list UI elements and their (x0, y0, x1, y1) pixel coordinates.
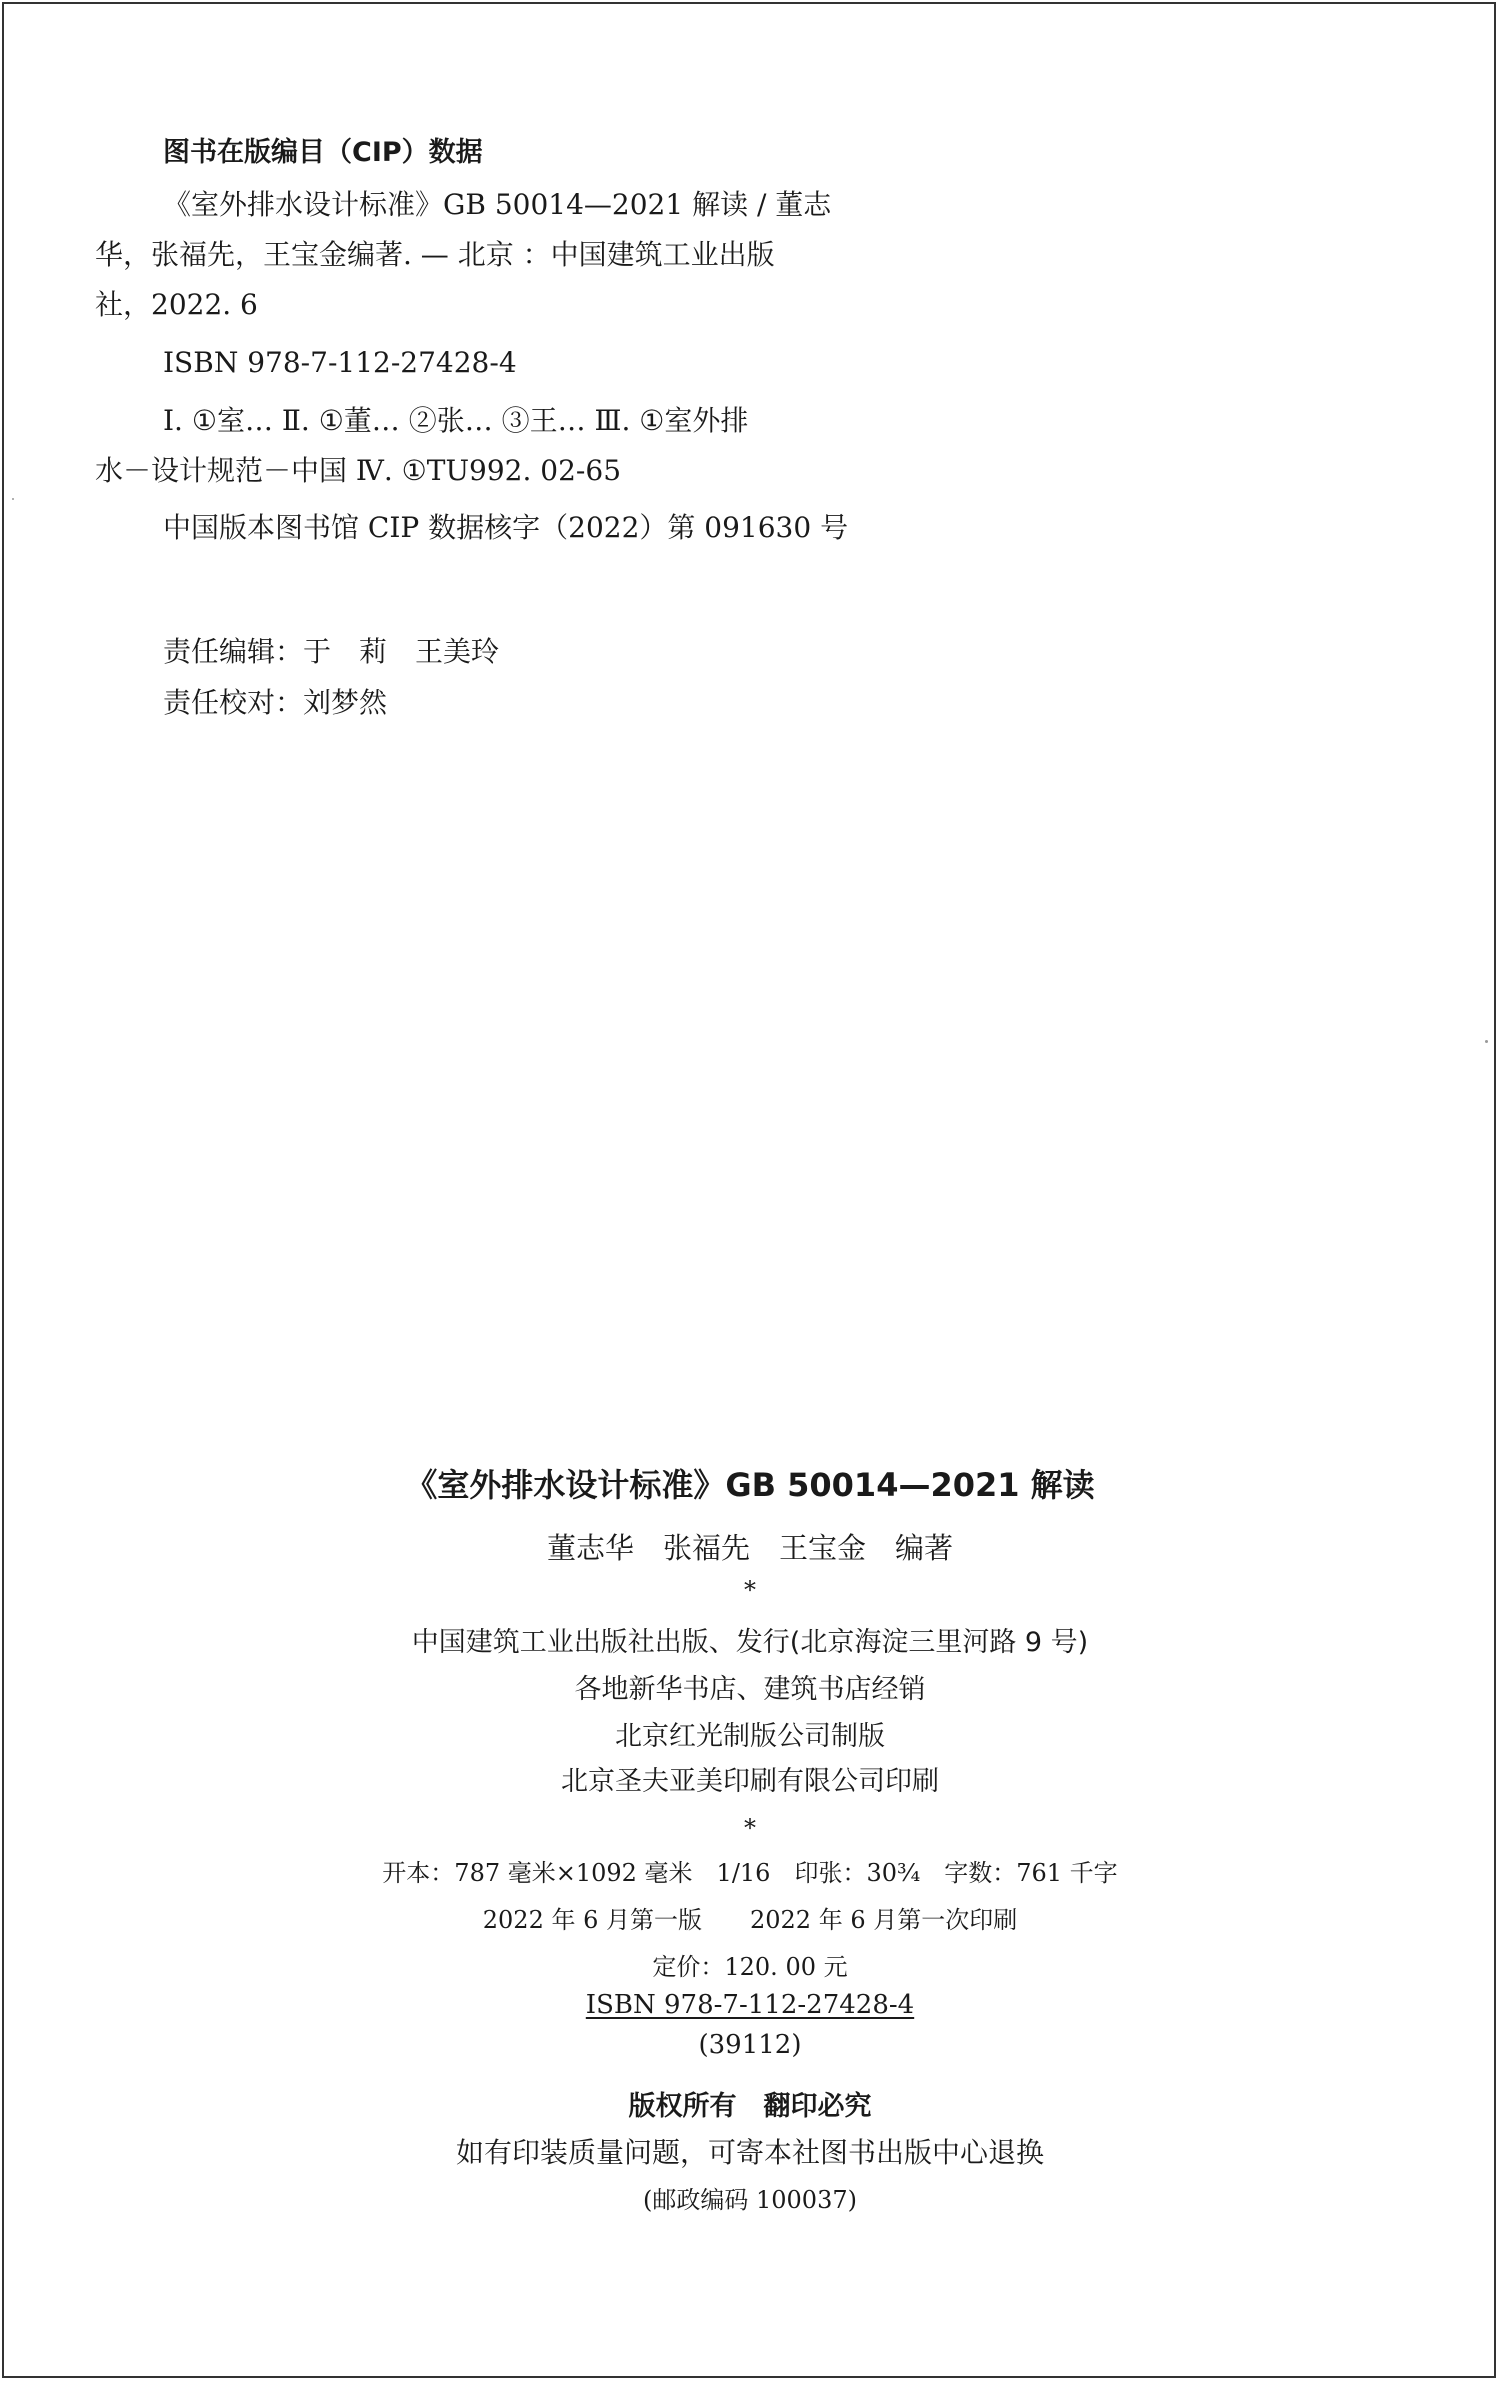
publisher: 中国建筑工业出版社出版、发行(北京海淀三里河路 9 号) (411, 1627, 1089, 1658)
edition-info: 2022 年 6 月第一版 2022 年 6 月第一次印刷 (482, 1906, 1018, 1934)
cip-record: 中国版本图书馆 CIP 数据核字（2022）第 091630 号 (163, 511, 849, 544)
cip-entry-line: 《室外排水设计标准》GB 50014—2021 解读 / 董志 (163, 188, 832, 221)
copyright-notice: 版权所有 翻印必究 (628, 2091, 872, 2122)
separator-star: * (744, 1814, 756, 1842)
scan-speck (1485, 1040, 1488, 1043)
scan-speck (12, 498, 14, 500)
book-title: 《室外排水设计标准》GB 50014—2021 解读 (405, 1466, 1095, 1504)
plate-maker: 北京红光制版公司制版 (615, 1721, 885, 1752)
cip-record-row (95, 503, 855, 553)
cip-isbn: ISBN 978-7-112-27428-4 (163, 346, 517, 379)
postcode: (邮政编码 100037) (643, 2186, 857, 2214)
cip-heading: 图书在版编目（CIP）数据 (163, 137, 483, 168)
cip-isbn-row (95, 338, 855, 388)
distributor: 各地新华书店、建筑书店经销 (574, 1674, 926, 1705)
cip-entry-line: 社，2022. 6 (95, 288, 258, 321)
proofreader: 责任校对：刘梦然 (163, 686, 388, 719)
cip-subject (95, 396, 855, 496)
return-notice: 如有印装质量问题，可寄本社图书出版中心退换 (455, 2136, 1044, 2169)
responsible-editor: 责任编辑：于 莉 王美玲 (163, 635, 500, 668)
colophon-isbn: ISBN 978-7-112-27428-4 (585, 1990, 915, 2020)
cip-subject-line: Ⅰ. ①室… Ⅱ. ①董… ②张… ③王… Ⅲ. ①室外排 (163, 404, 749, 437)
catalog-code: (39112) (698, 2030, 802, 2060)
cip-entry (95, 180, 855, 330)
cip-entry-line: 华，张福先，王宝金编著. — 北京 ：中国建筑工业出版 (95, 238, 775, 271)
cip-subject-line: 水－设计规范－中国 Ⅳ. ①TU992. 02-65 (95, 454, 622, 487)
printer: 北京圣夫亚美印刷有限公司印刷 (561, 1766, 939, 1797)
price: 定价：120. 00 元 (652, 1953, 848, 1981)
authors: 董志华 张福先 王宝金 编著 (546, 1531, 953, 1565)
book-specs: 开本：787 毫米×1092 毫米 1/16 印张：30¾ 字数：761 千字 (382, 1859, 1118, 1887)
separator-star: * (744, 1576, 756, 1604)
